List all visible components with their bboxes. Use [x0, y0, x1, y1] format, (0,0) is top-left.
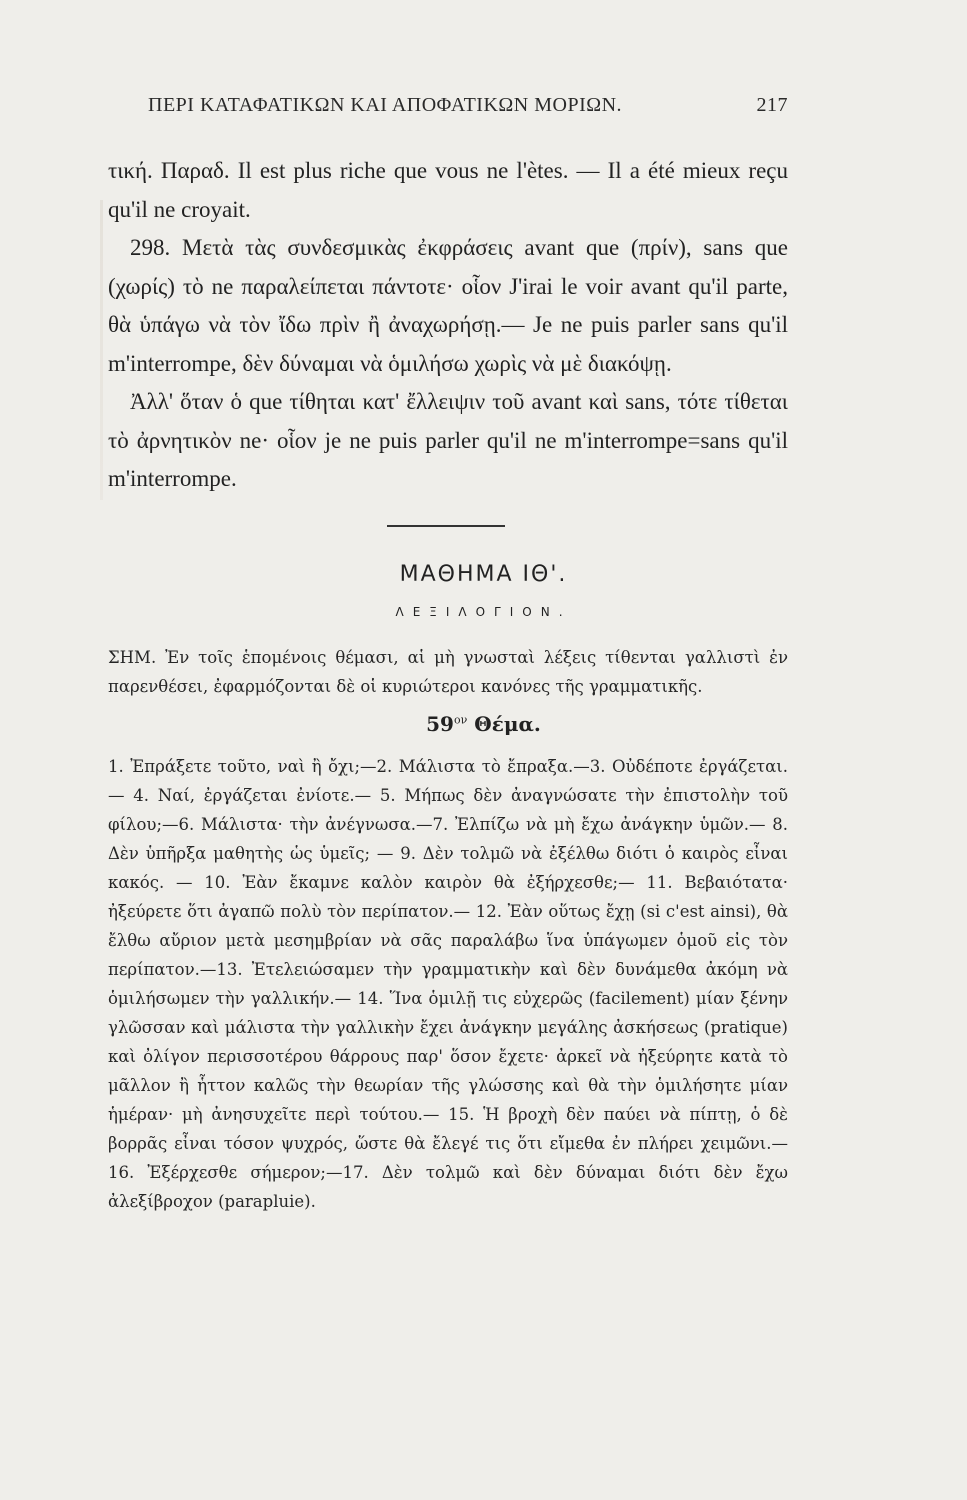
section-divider [387, 525, 505, 527]
running-head [148, 94, 788, 117]
exercise-ordinal: ον [453, 713, 468, 727]
exercise-block [108, 752, 788, 1216]
exercise-number: 59 [426, 712, 454, 736]
lesson-title: ΜΑΘΗΜΑ ΙΘ'. [399, 562, 568, 587]
lesson-subtitle: ΛΕΞΙΛΟΓΙΟΝ. [395, 605, 572, 619]
page-number: 217 [756, 94, 788, 116]
paragraph-continuation: τική. Παραδ. Il est plus riche que vous ne l'ètes. — Il a été mieux reçu qu'il ne croyait. [108, 158, 788, 222]
paragraph-298: 298. Μετὰ τὰς συνδεσμικὰς ἐκφράσεις avant que (πρίν), sans que (χωρίς) τὸ ne παραλείπεται πάντοτε· οἷον J'irai le voir avant qu'il parte, θὰ ὑπάγω νὰ τὸν ἴδω πρὶν ἢ ἀναχωρήσῃ.— Je ne puis parler sans qu'il m'interrompe, δὲν δύναμαι νὰ ὁμιλήσω χωρὶς νὰ μὲ διακόψῃ. [108, 235, 788, 376]
exercise-label: Θέμα. [474, 712, 541, 736]
exercise-text: 1. Ἐπράξετε τοῦτο, ναὶ ἢ ὄχι;—2. Μάλιστα τὸ ἔπραξα.—3. Οὐδέποτε ἐργάζεται.— 4. Ναί, ἐργάζεται ἐνίοτε.— 5. Μήπως δὲν ἀναγνώσατε τὴν ἐπιστολὴν τοῦ φίλου;—6. Μάλιστα· τὴν ἀνέγνωσα.—7. Ἐλπίζω νὰ μὴ ἔχω ἀνάγκην ὑμῶν.— 8. Δὲν ὑπῆρξα μαθητὴς ὡς ὑμεῖς; — 9. Δὲν τολμῶ νὰ ἐξέλθω διότι ὁ καιρὸς εἶναι κακός. — 10. Ἐὰν ἔκαμνε καλὸν καιρὸν θὰ ἐξήρχεσθε;— 11. Βεβαιότατα· ἠξεύρετε ὅτι ἀγαπῶ πολὺ τὸν περίπατον.— 12. Ἐὰν οὕτως ἔχῃ (si c'est ainsi), θὰ ἔλθω αὔριον μετὰ μεσημβρίαν νὰ σᾶς παραλάβω ἵνα ὑπάγωμεν ὁμοῦ εἰς τὸν περίπατον.—13. Ἐτελειώσαμεν τὴν γραμματικὴν καὶ δὲν δυνάμεθα ἀκόμη νὰ ὁμιλήσωμεν τὴν γαλλικήν.— 14. Ἵνα ὁμιλῇ τις εὐχερῶς (facilement) μίαν ξένην γλῶσσαν καὶ μάλιστα τὴν γαλλικὴν ἔχει ἀνάγκην μεγάλης ἀσκήσεως (pratique) καὶ ὀλίγον περισσοτέρου θάρρους παρ' ὅσον ἔχετε· ἀρκεῖ νὰ ἠξεύρητε κατὰ τὸ μᾶλλον ἢ ἧττον καλῶς τὴν θεωρίαν τῆς γλώσσης καὶ θὰ τὴν ὁμιλήσητε μίαν ἡμέραν· μὴ ἀνησυχεῖτε περὶ τούτου.— 15. Ἡ βροχὴ δὲν παύει νὰ πίπτῃ, ὁ δὲ βορρᾶς εἶναι τόσον ψυχρός, ὥστε θὰ ἔλεγέ τις ὅτι εἴμεθα ἐν πλήρει χειμῶνι.—16. Ἐξέρχεσθε σήμερον;—17. Δὲν τολμῶ καὶ δὲν δύναμαι διότι δὲν ἔχω ἀλεξίβροχον (parapluie). [108, 757, 788, 1211]
note-block [108, 643, 788, 701]
exercise-heading [0, 712, 967, 736]
paper-stain [100, 200, 103, 500]
note-text: ΣΗΜ. Ἐν τοῖς ἑπομένοις θέμασι, αἱ μὴ γνωσταὶ λέξεις τίθενται γαλλιστὶ ἐν παρενθέσει, ἐφαρμόζονται δὲ οἱ κυριώτεροι κανόνες τῆς γραμματικῆς. [108, 648, 788, 696]
running-title: ΠΕΡΙ ΚΑΤΑΦΑΤΙΚΩΝ ΚΑΙ ΑΠΟΦΑΤΙΚΩΝ ΜΟΡΙΩΝ. [148, 94, 623, 116]
top-text [108, 152, 788, 499]
paragraph-exception: Ἀλλ' ὅταν ὁ que τίθηται κατ' ἔλλειψιν τοῦ avant καὶ sans, τότε τίθεται τὸ ἀρνητικὸν ne· οἷον je ne puis parler qu'il ne m'interrompe=sans qu'il m'interrompe. [108, 389, 788, 491]
